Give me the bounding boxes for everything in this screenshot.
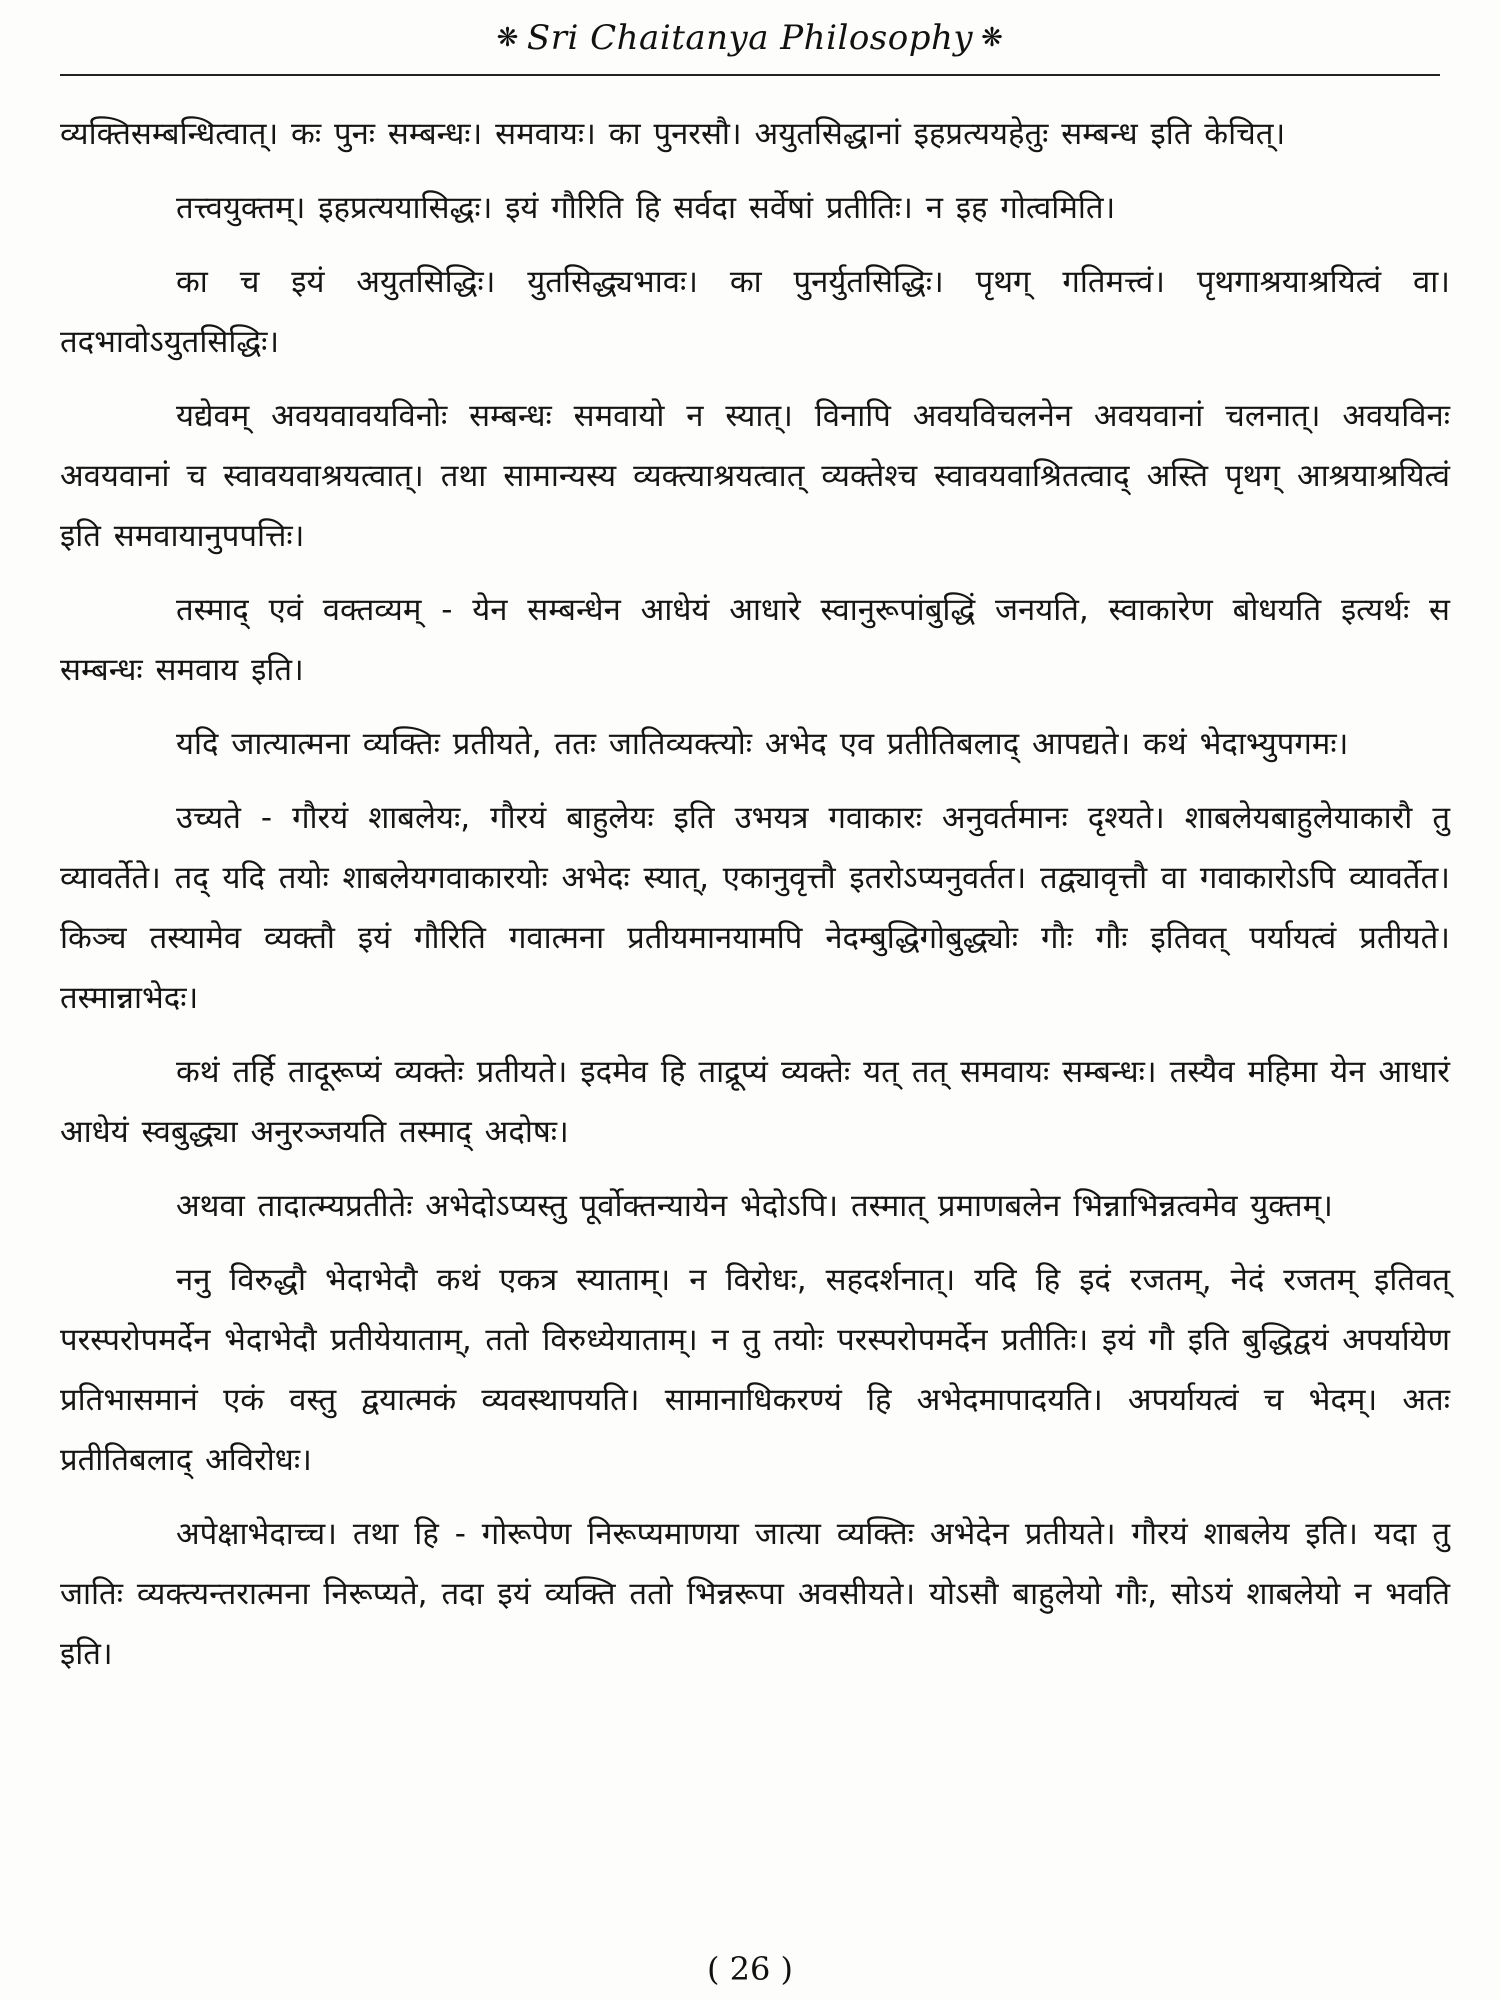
paragraph-3: का च इयं अयुतसिद्धिः। युतसिद्ध्यभावः। का पुनर्युतसिद्धिः। पृथग् गतिमत्त्वं। पृथगाश्रयाश्रयित्वं वा। तदभावोऽयुतसिद्धिः। <box>60 264 1450 360</box>
body-text <box>60 104 1450 1698</box>
header-title: Sri Chaitanya Philosophy <box>526 18 974 58</box>
paragraph-2: तत्त्वयुक्तम्। इहप्रत्ययासिद्धः। इयं गौरिति हि सर्वदा सर्वेषां प्रतीतिः। न इह गोत्वमिति। <box>176 190 1116 226</box>
paragraph-7: उच्यते - गौरयं शाबलेयः, गौरयं बाहुलेयः इति उभयत्र गवाकारः अनुवर्तमानः दृश्यते। शाबलेयबाहुलेयाकारौ तु व्यावर्तेते। तद् यदि तयोः शाबलेयगवाकारयोः अभेदः स्यात्, एकानुवृत्तौ इतरोऽप्यनुवर्तत। तद्व्यावृत्तौ वा गवाकारोऽपि व्यावर्तेत। किञ्च तस्यामेव व्यक्तौ इयं गौरिति गवात्मना प्रतीयमानयामपि नेदम्बुद्धिगोबुद्ध्योः गौः गौः इतिवत् पर्यायत्वं प्रतीयते। तस्मान्नाभेदः। <box>60 800 1450 1016</box>
running-header <box>0 18 1500 58</box>
paragraph-10: ननु विरुद्धौ भेदाभेदौ कथं एकत्र स्याताम्। न विरोधः, सहदर्शनात्। यदि हि इदं रजतम्, नेदं रजतम् इतिवत् परस्परोपमर्देन भेदाभेदौ प्रतीयेयाताम्, ततो विरुध्येयाताम्। न तु तयोः परस्परोपमर्देन प्रतीतिः। इयं गौ इति बुद्धिद्वयं अपर्यायेण प्रतिभासमानं एकं वस्तु द्वयात्मकं व्यवस्थापयति। सामानाधिकरण्यं हि अभेदमापादयति। अपर्यायत्वं च भेदम्। अतः प्रतीतिबलाद् अविरोधः। <box>60 1262 1450 1478</box>
paragraph-9: अथवा तादात्म्यप्रतीतेः अभेदोऽप्यस्तु पूर्वोक्तन्यायेन भेदोऽपि। तस्मात् प्रमाणबलेन भिन्नाभिन्नत्वमेव युक्तम्। <box>176 1188 1333 1224</box>
paragraph-5: तस्माद् एवं वक्तव्यम् - येन सम्बन्धेन आधेयं आधारे स्वानुरूपांबुद्धिं जनयति, स्वाकारेण बोधयति इत्यर्थः स सम्बन्धः समवाय इति। <box>60 592 1450 688</box>
paragraph-1: व्यक्तिसम्बन्धित्वात्। कः पुनः सम्बन्धः। समवायः। का पुनरसौ। अयुतसिद्धानां इहप्रत्ययहेतुः सम्बन्ध इति केचित्। <box>60 116 1286 152</box>
ornament-left-icon: ❋ <box>496 23 519 53</box>
page-number: ( 26 ) <box>706 1950 794 1988</box>
paragraph-11: अपेक्षाभेदाच्च। तथा हि - गोरूपेण निरूप्यमाणया जात्या व्यक्तिः अभेदेन प्रतीयते। गौरयं शाबलेय इति। यदा तु जातिः व्यक्त्यन्तरात्मना निरूप्यते, तदा इयं व्यक्ति ततो भिन्नरूपा अवसीयते। योऽसौ बाहुलेयो गौः, सोऽयं शाबलेयो न भवति इति। <box>60 1516 1450 1672</box>
paragraph-8: कथं तर्हि तादूरूप्यं व्यक्तेः प्रतीयते। इदमेव हि ताद्रूप्यं व्यक्तेः यत् तत् समवायः सम्बन्धः। तस्यैव महिमा येन आधारं आधेयं स्वबुद्ध्या अनुरञ्जयति तस्माद् अदोषः। <box>60 1054 1450 1150</box>
paragraph-4: यद्येवम् अवयवावयविनोः सम्बन्धः समवायो न स्यात्। विनापि अवयविचलनेन अवयवानां चलनात्। अवयविनः अवयवानां च स्वावयवाश्रयत्वात्। तथा सामान्यस्य व्यक्त्याश्रयत्वात् व्यक्तेश्च स्वावयवाश्रितत्वाद् अस्ति पृथग् आश्रयाश्रयित्वं इति समवायानुपपत्तिः। <box>60 398 1450 554</box>
ornament-right-icon: ❋ <box>981 23 1004 53</box>
paragraph-6: यदि जात्यात्मना व्यक्तिः प्रतीयते, ततः जातिव्यक्त्योः अभेद एव प्रतीतिबलाद् आपद्यते। कथं भेदाभ्युपगमः। <box>176 726 1349 762</box>
header-rule <box>60 74 1440 76</box>
